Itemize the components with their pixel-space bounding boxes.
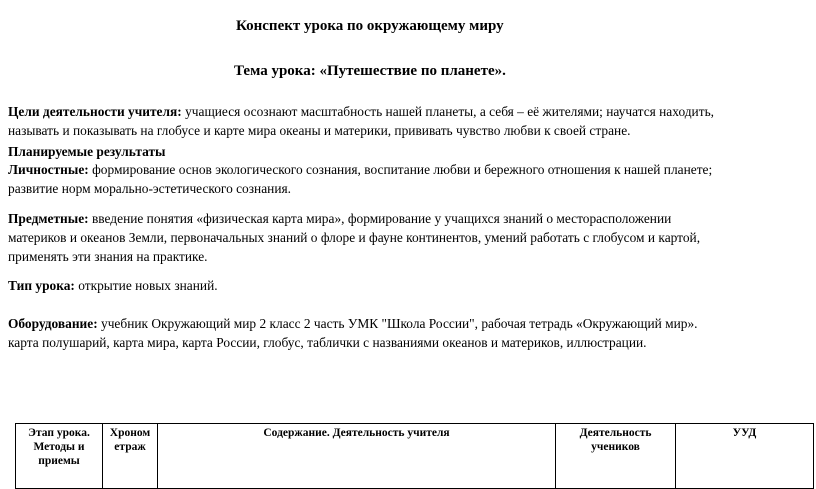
personal-text-line1: формирование основ экологического сознания, воспитание любви и бережного отношения к нашей планете;	[88, 162, 713, 177]
equipment-text-line2: карта полушарий, карта мира, карта России, глобус, таблички с названиями океанов и материков, иллюстрации.	[8, 335, 647, 350]
personal-results-paragraph	[8, 160, 808, 198]
personal-text-line2: развитие норм морально-эстетического сознания.	[8, 181, 291, 196]
personal-label: Личностные:	[8, 162, 89, 177]
lesson-type-value: открытие новых знаний.	[74, 278, 218, 293]
equipment-paragraph	[8, 314, 808, 352]
planned-results-heading: Планируемые результаты	[8, 144, 166, 159]
subject-results-paragraph	[8, 209, 808, 266]
subject-text-line1: введение понятия «физическая карта мира», формирование у учащихся знаний о месторасположении	[88, 211, 672, 226]
goals-label: Цели деятельности учителя:	[8, 104, 182, 119]
subject-label: Предметные:	[8, 211, 89, 226]
equipment-label: Оборудование:	[8, 316, 98, 331]
goals-paragraph	[8, 102, 808, 140]
header-timing: Хроном етраж	[103, 424, 158, 489]
goals-text-line1: учащиеся осознают масштабность нашей планеты, а себя – её жителями; научатся находить,	[181, 104, 715, 119]
document-title: Конспект урока по окружающему миру	[236, 18, 504, 34]
table-header-row	[16, 424, 814, 489]
lesson-topic: Тема урока: «Путешествие по планете».	[234, 63, 506, 79]
header-uud: УУД	[676, 424, 814, 489]
equipment-text-line1: учебник Окружающий мир 2 класс 2 часть УМК "Школа России", рабочая тетрадь «Окружающий мир».	[97, 316, 698, 331]
header-student-activity: Деятельность учеников	[556, 424, 676, 489]
subject-text-line3: применять эти знания на практике.	[8, 249, 208, 264]
lesson-type-label: Тип урока:	[8, 278, 75, 293]
goals-text-line2: называть и показывать на глобусе и карте мира океаны и материки, прививать чувство любви к своей стране.	[8, 123, 631, 138]
subject-text-line2: материков и океанов Земли, первоначальных знаний о флоре и фауне континентов, умений работать с глобусом и картой,	[8, 230, 701, 245]
lesson-type-paragraph	[8, 276, 808, 295]
header-teacher-activity: Содержание. Деятельность учителя	[158, 424, 556, 489]
header-stage: Этап урока. Методы и приемы	[16, 424, 103, 489]
lesson-table	[15, 423, 814, 489]
